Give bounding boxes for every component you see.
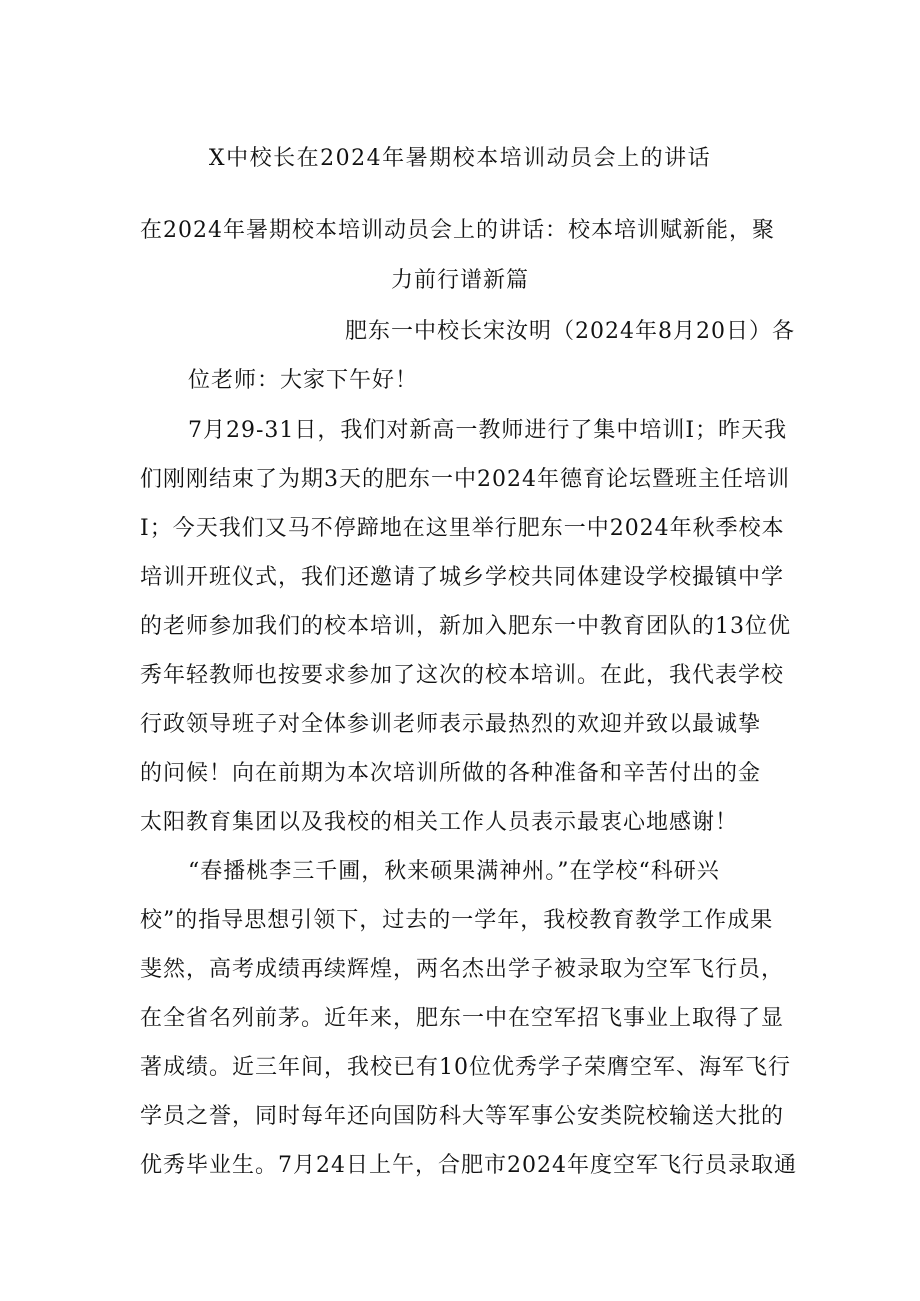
paragraph-line: “春播桃李三千圃，秋来硕果满神州。”在学校“科研兴 <box>188 859 720 884</box>
paragraph-line: 的问候！向在前期为本次培训所做的各种准备和辛苦付出的金 <box>140 761 762 786</box>
paragraph-line: 学员之誉，同时每年还向国防科大等军事公安类院校输送大批的 <box>140 1104 785 1129</box>
subtitle-line-1: 在2024年暑期校本培训动员会上的讲话：校本培训赋新能，聚 <box>140 218 775 243</box>
paragraph-line: 太阳教育集团以及我校的相关工作人员表示最衷心地感谢！ <box>140 810 739 835</box>
document-title: X中校长在2024年暑期校本培训动员会上的讲话 <box>208 146 712 171</box>
paragraph-line: 校”的指导思想引领下，过去的一学年，我校教育教学工作成果 <box>140 908 774 933</box>
paragraph-line: 在全省名列前茅。近年来，肥东一中在空军招飞事业上取得了显 <box>140 1006 785 1031</box>
paragraph-line: 著成绩。近三年间，我校已有10位优秀学子荣膺空军、海军飞行 <box>140 1055 791 1080</box>
paragraph-line: 优秀毕业生。7月24日上午，合肥市2024年度空军飞行员录取通 <box>140 1153 797 1178</box>
paragraph-line: 培训开班仪式，我们还邀请了城乡学校共同体建设学校撮镇中学 <box>140 565 785 590</box>
paragraph-line: 的老师参加我们的校本培训，新加入肥东一中教育团队的13位优 <box>140 614 791 639</box>
paragraph-line: 行政领导班子对全体参训老师表示最热烈的欢迎并致以最诚挚 <box>140 712 762 737</box>
subtitle-line-2: 力前行谱新篇 <box>390 268 529 293</box>
paragraph-line: 7月29-31日，我们对新高一教师进行了集中培训I；昨天我 <box>188 418 788 443</box>
author-date-line: 肥东一中校长宋汝明（2024年8月20日）各 <box>345 319 795 344</box>
greeting-line: 位老师：大家下午好！ <box>188 368 419 393</box>
paragraph-line: 斐然，高考成绩再续辉煌，两名杰出学子被录取为空军飞行员， <box>140 957 785 982</box>
paragraph-line: 们刚刚结束了为期3天的肥东一中2024年德育论坛暨班主任培训 <box>140 467 790 492</box>
paragraph-line: I；今天我们又马不停蹄地在这里举行肥东一中2024年秋季校本 <box>140 516 785 541</box>
paragraph-line: 秀年轻教师也按要求参加了这次的校本培训。在此，我代表学校 <box>140 663 785 688</box>
